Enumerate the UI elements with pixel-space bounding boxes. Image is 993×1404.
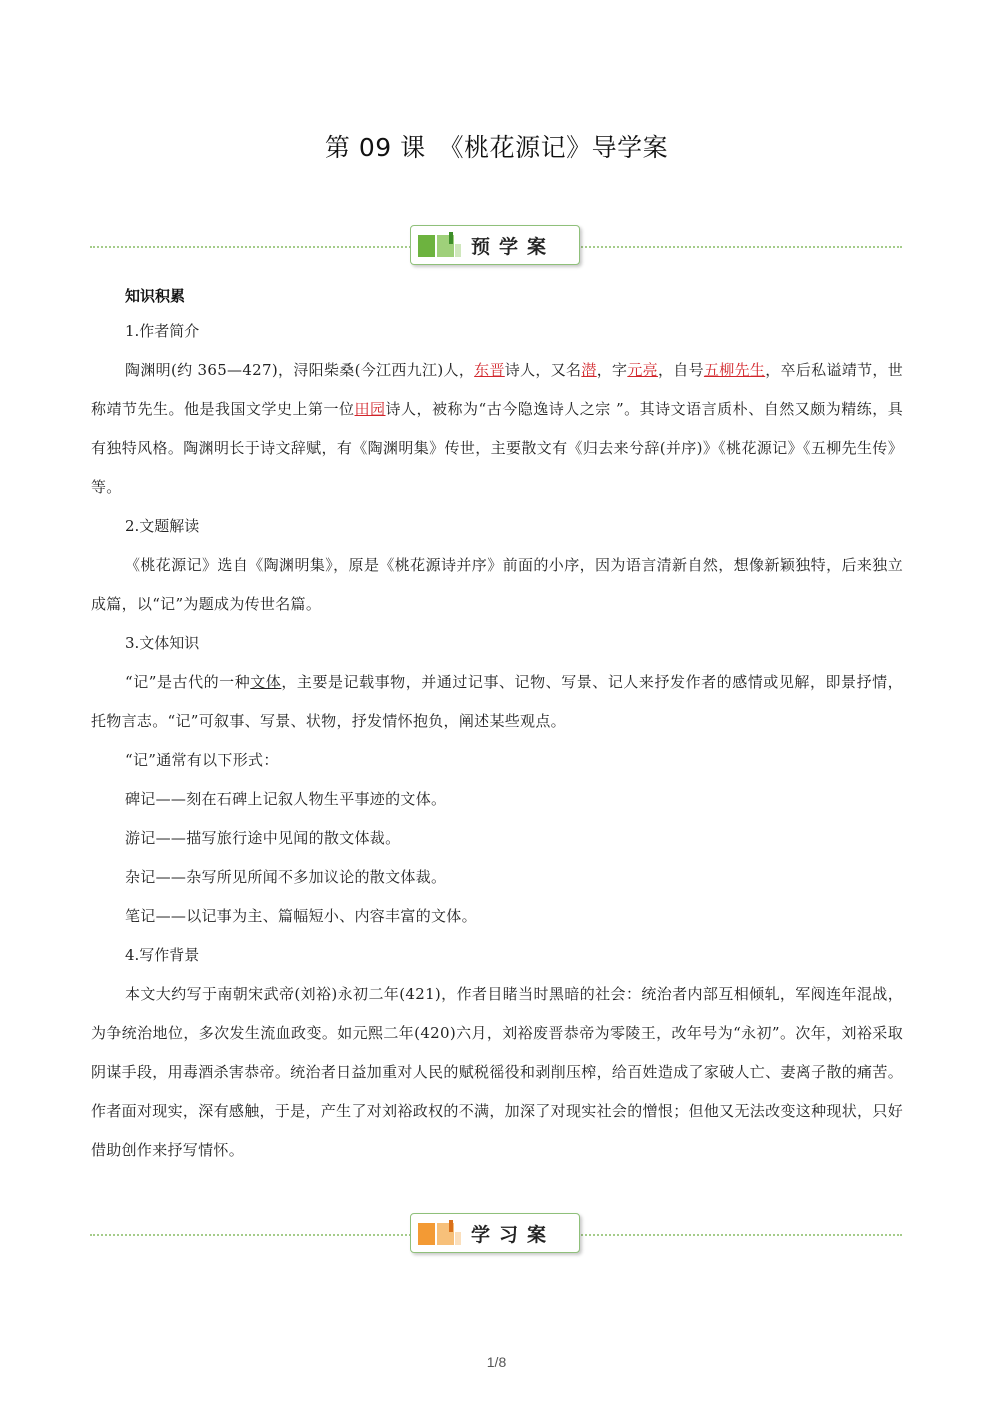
genre-paragraph: [91, 663, 903, 741]
section-banner-preview: [90, 225, 902, 269]
text-span: ，字: [596, 361, 628, 379]
banner-box: [410, 1213, 580, 1253]
content: [91, 280, 903, 1170]
section-label: 预学案: [471, 236, 556, 258]
text-span: 诗人，被称为“古今隐逸诗人之宗 ”。其诗文语言质朴、自然又颇为精练，具有独特风格。陶渊明长于诗文辞赋，有《陶渊明集》传世，主要散文有《归去来兮辞(并序)》《桃花源记》《五柳先生传》等。: [91, 400, 904, 496]
form-item: 杂记——杂写所见所闻不多加议论的散文体裁。: [125, 868, 447, 886]
form-item: 碑记——刻在石碑上记叙人物生平事迹的文体。: [125, 790, 447, 808]
form-item: 笔记——以记事为主、篇幅短小、内容丰富的文体。: [125, 907, 477, 925]
page-title: 第 09 课 《桃花源记》导学案: [324, 133, 669, 162]
text-span: ，卒后私谥靖节，世称靖节先生。他是我国文学史上第一位: [91, 361, 904, 418]
title-reading-paragraph: 《桃花源记》选自《陶渊明集》，原是《桃花源诗并序》前面的小序，因为语言清新自然，想像新颖独特，后来独立成篇，以“记”为题成为传世名篇。: [91, 556, 903, 613]
text-span: ，自号: [657, 361, 704, 379]
text-span: ，主要是记载事物，并通过记事、记物、写景、记人来抒发作者的感情或见解，即景抒情，托物言志。“记”可叙事、写景、状物，抒发情怀抱负，阐述某些观点。: [91, 673, 903, 730]
book-icon: [418, 232, 462, 260]
section-label: 学习案: [471, 1224, 556, 1246]
highlight-qian: 潜: [581, 361, 597, 379]
forms-intro: “记”通常有以下形式：: [125, 751, 279, 769]
form-item: 游记——描写旅行途中见闻的散文体裁。: [125, 829, 401, 847]
book-icon: [418, 1220, 462, 1248]
background-paragraph: 本文大约写于南朝宋武帝(刘裕)永初二年(421)，作者目睹当时黑暗的社会：统治者内部互相倾轧，军阀连年混战，为争统治地位，多次发生流血政变。如元熙二年(420)六月，刘裕废晋恭帝为零陵王，改年号为“永初”。次年，刘裕采取阴谋手段，用毒酒杀害恭帝。统治者日益加重对人民的赋税徭役和剥削压榨，给百姓造成了家破人亡、妻离子散的痛苦。作者面对现实，深有感触，于是，产生了对刘裕政权的不满，加深了对现实社会的憎恨；但他又无法改变这种现状，只好借助创作来抒写情怀。: [91, 985, 903, 1159]
page-number: 1/8: [486, 1354, 507, 1370]
genre-title: 3.文体知识: [125, 634, 200, 652]
author-title: 1.作者简介: [125, 322, 200, 340]
highlight-tianyuan: 田园: [354, 400, 386, 418]
text-span: 陶渊明(约 365—427)，浔阳柴桑(今江西九江)人，: [125, 361, 475, 379]
text-span: “记”是古代的一种: [125, 673, 251, 691]
section-banner-study: [90, 1213, 902, 1257]
background-title: 4.写作背景: [125, 946, 200, 964]
knowledge-heading: 知识积累: [125, 287, 186, 305]
text-span: 诗人，又名: [504, 361, 582, 379]
title-reading-title: 2.文题解读: [125, 517, 200, 535]
underline-wenti: 文体: [250, 673, 282, 691]
banner-box: [410, 225, 580, 265]
author-paragraph: [91, 351, 903, 507]
highlight-wuliu: 五柳先生: [703, 361, 766, 379]
highlight-yuanliang: 元亮: [627, 361, 658, 379]
highlight-dongjin: 东晋: [474, 361, 505, 379]
